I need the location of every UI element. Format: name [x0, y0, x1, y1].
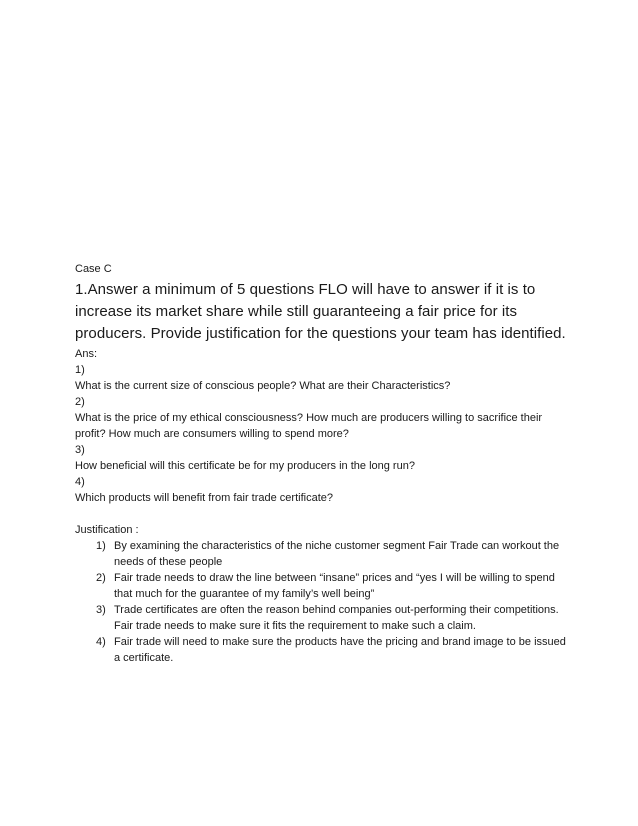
answer-text: How beneficial will this certificate be for my producers in the long run? [75, 460, 415, 472]
case-label: Case C [75, 263, 112, 275]
answer-number: 2) [75, 396, 85, 408]
answer-text: Which products will benefit from fair trade certificate? [75, 492, 333, 504]
justification-text: Fair trade needs to draw the line between “insane” prices and “yes I will be willing to spend that much for the guarantee of my family’s well being” [114, 572, 555, 600]
answer-text: What is the price of my ethical consciousness? How much are producers willing to sacrifice their profit? How much are consumers willing to spend more? [75, 412, 543, 440]
justification-number: 2) [96, 572, 106, 584]
document-body [75, 261, 575, 666]
justification-number: 3) [96, 604, 106, 616]
justification-item [96, 634, 575, 666]
justification-label: Justification : [75, 524, 139, 536]
justification-item [96, 570, 575, 602]
justification-text: Trade certificates are often the reason behind companies out-performing their competitions. Fair trade needs to make sure it fits the requirement to make such a claim. [114, 604, 559, 632]
answer-number: 4) [75, 476, 85, 488]
justification-text: Fair trade will need to make sure the products have the pricing and brand image to be issued a certificate. [114, 636, 566, 664]
justification-list [75, 538, 575, 666]
answer-text: What is the current size of conscious people? What are their Characteristics? [75, 380, 451, 392]
justification-item [96, 602, 575, 634]
answer-number: 1) [75, 364, 85, 376]
answer-number: 3) [75, 444, 85, 456]
justification-text: By examining the characteristics of the niche customer segment Fair Trade can workout the needs of these people [114, 540, 560, 568]
main-question: 1.Answer a minimum of 5 questions FLO will have to answer if it is to increase its market share while still guaranteeing a fair price for its producers. Provide justification for the questions your team has identified. [75, 281, 566, 342]
ans-label: Ans: [75, 348, 98, 360]
justification-item [96, 538, 575, 570]
justification-number: 1) [96, 540, 106, 552]
blank-line [75, 506, 575, 522]
justification-number: 4) [96, 636, 106, 648]
